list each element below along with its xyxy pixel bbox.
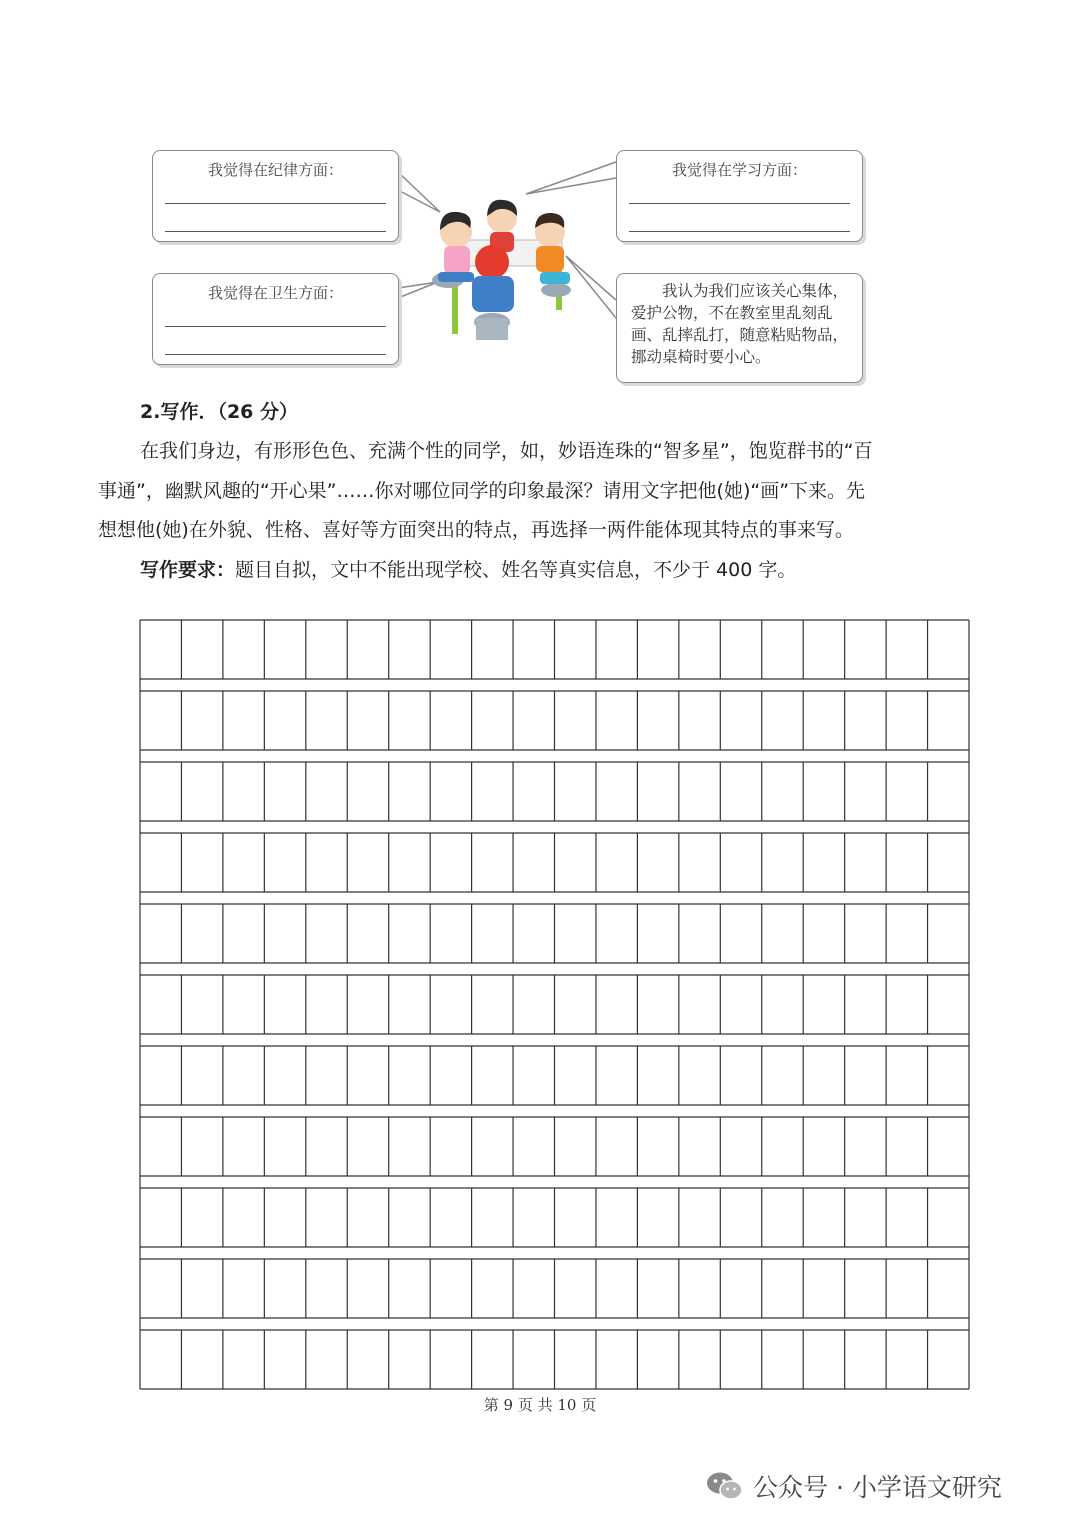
requirement-label: 写作要求： <box>140 559 236 581</box>
hygiene-label: 我觉得在卫生方面： <box>207 284 343 302</box>
watermark <box>705 1466 1002 1506</box>
watermark-text: 公众号 · 小学语文研究 <box>753 1473 1002 1502</box>
page-number: 第 9 页 共 10 页 <box>483 1396 597 1414</box>
question-heading: 2.写作．（26 分） <box>140 401 298 423</box>
suggestion-text: 我认为我们应该关心集体，爱护公物，不在教室里乱刻乱画、乱摔乱打，随意粘贴物品，挪动桌椅时要小心。 <box>631 282 849 366</box>
study-label: 我觉得在学习方面： <box>671 161 807 179</box>
question-paragraph-line-1: 在我们身边，有形形色色、充满个性的同学，如，妙语连珠的“智多星”，饱览群书的“百 <box>140 440 873 462</box>
discipline-label: 我觉得在纪律方面： <box>207 161 343 179</box>
requirement-text: 题目自拟，文中不能出现学校、姓名等真实信息，不少于 400 字。 <box>235 559 797 581</box>
question-paragraph-line-2: 事通”，幽默风趣的“开心果”……你对哪位同学的印象最深？请用文字把他(她)“画”下来。先 <box>98 480 866 502</box>
wechat-icon <box>705 1470 745 1502</box>
question-paragraph-line-3: 想想他(她)在外貌、性格、喜好等方面突出的特点，再选择一两件能体现其特点的事来写。 <box>98 519 854 541</box>
